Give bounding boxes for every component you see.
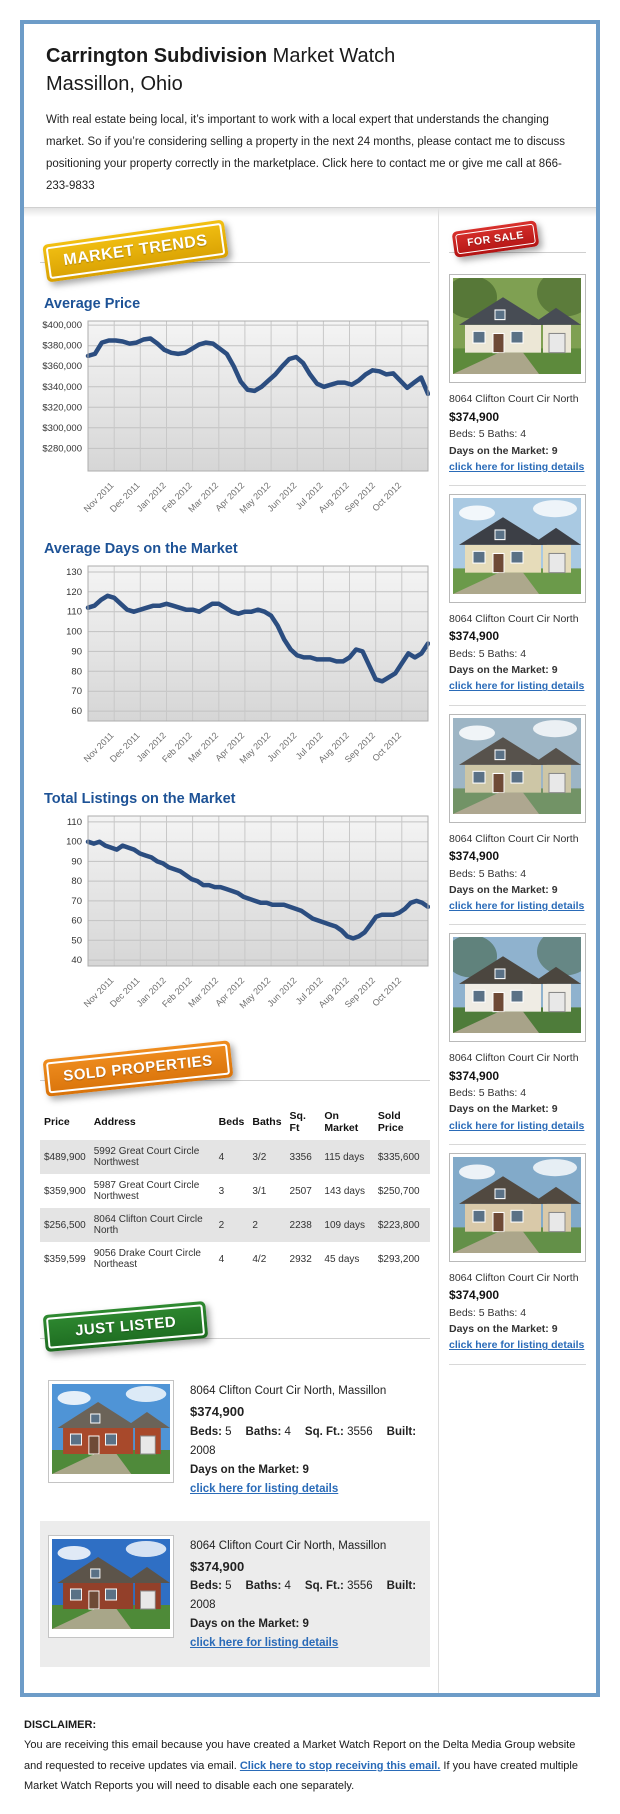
house-illustration [453, 498, 581, 594]
svg-text:Mar 2012: Mar 2012 [186, 480, 221, 515]
table-cell: 9056 Drake Court Circle Northeast [93, 1248, 201, 1271]
days-on-market: Days on the Market: 9 [449, 444, 558, 457]
column-header: Baths [252, 1116, 282, 1129]
sold-properties-section-header [40, 1048, 430, 1100]
table-cell: 5987 Great Court Circle Northwest [93, 1180, 200, 1203]
listing-price: $374,900 [190, 1558, 245, 1574]
header [24, 24, 596, 207]
house-illustration [453, 718, 581, 814]
listing-address: 8064 Clifton Court Cir North [449, 832, 579, 845]
listing-address: 8064 Clifton Court Cir North [449, 1052, 579, 1065]
average-days-chart [40, 541, 430, 777]
table-cell: 5992 Great Court Circle Northwest [93, 1146, 200, 1169]
house-illustration [453, 937, 581, 1033]
average-days-chart-title: Average Days on the Market [44, 541, 238, 558]
table-cell: 109 days [324, 1219, 365, 1231]
svg-text:Feb 2012: Feb 2012 [160, 730, 195, 765]
table-cell: $293,200 [377, 1253, 420, 1265]
svg-text:Jul 2012: Jul 2012 [293, 975, 325, 1007]
listing-info [449, 831, 586, 915]
average-price-chart-title: Average Price [44, 296, 141, 313]
spec-pair: Baths: 4 [245, 1580, 291, 1593]
table-cell: 4 [218, 1253, 225, 1265]
svg-text:Sep 2012: Sep 2012 [342, 975, 378, 1011]
svg-text:May 2012: May 2012 [237, 480, 273, 516]
table-header-row [40, 1104, 430, 1140]
table-cell: 8064 Clifton Court Circle North [93, 1214, 203, 1237]
listing-address: 8064 Clifton Court Cir North, Massillon [190, 1539, 387, 1552]
total-listings-chart-title: Total Listings on the Market [44, 791, 236, 808]
svg-text:$380,000: $380,000 [42, 341, 82, 353]
for-sale-card [449, 1145, 586, 1365]
market-trends-badge [42, 220, 229, 283]
average-days-chart-svg [40, 565, 430, 772]
svg-text:Apr 2012: Apr 2012 [213, 975, 247, 1009]
svg-text:Nov 2011: Nov 2011 [81, 480, 116, 515]
table-row [40, 1174, 430, 1208]
listing-price: $374,900 [449, 629, 500, 644]
svg-text:$280,000: $280,000 [42, 443, 82, 455]
listing-price: $374,900 [449, 1288, 500, 1303]
just-listed-item [40, 1366, 430, 1512]
svg-text:Oct 2012: Oct 2012 [370, 730, 404, 764]
table-row [40, 1208, 430, 1242]
for-sale-card [449, 925, 586, 1145]
column-header: On Market [324, 1110, 359, 1135]
svg-text:Sep 2012: Sep 2012 [342, 480, 378, 516]
report-name: Carrington Subdivision [46, 45, 268, 67]
svg-text:Feb 2012: Feb 2012 [160, 480, 195, 515]
listing-price: $374,900 [449, 848, 500, 863]
total-listings-chart [40, 791, 430, 1022]
svg-text:120: 120 [66, 587, 82, 599]
svg-text:Dec 2011: Dec 2011 [107, 975, 142, 1010]
house-illustration [52, 1384, 170, 1474]
table-cell: 45 days [324, 1253, 360, 1265]
intro-text: With real estate being local, it’s important to work with a local expert that understands the changing market. So if you’re considering selling a property in the next 24 months, please contact me to discuss positioning your property correctly in the marketplace. Click here to contact me or give me call at 866-233-9833 [46, 114, 566, 192]
table-cell: $335,600 [377, 1151, 420, 1163]
table-cell: 3/2 [252, 1151, 267, 1163]
svg-text:70: 70 [71, 686, 82, 698]
property-photo[interactable] [48, 1380, 174, 1483]
listing-price: $374,900 [449, 1068, 500, 1083]
spec-pair: Sq. Ft.: 3556 [304, 1580, 373, 1593]
just-listed-list [40, 1366, 430, 1667]
column-header: Address [93, 1116, 136, 1129]
spec-pair: Built: 2008 [190, 1425, 417, 1457]
table-cell: 2238 [289, 1219, 312, 1231]
listing-info [449, 391, 586, 475]
disclaimer-text: You are receiving this email because you have created a Market Watch Report on the Delta Media Group website and requested to receive updates via email. Click here to stop receiving this email. If you have created multiple Market Watch Reports you will need to disable each one separately. [24, 1739, 578, 1792]
table-cell: 115 days [324, 1151, 365, 1163]
house-illustration [453, 1157, 581, 1253]
table-cell: $250,700 [377, 1185, 420, 1197]
listing-info [449, 611, 586, 695]
svg-text:100: 100 [66, 626, 82, 638]
svg-text:50: 50 [71, 935, 82, 947]
charts-area [40, 296, 430, 1022]
days-on-market: Days on the Market: 9 [449, 1323, 558, 1336]
listing-beds-baths: Beds: 5 Baths: 4 [449, 1306, 527, 1319]
svg-text:Oct 2012: Oct 2012 [370, 975, 404, 1009]
for-sale-list [449, 266, 586, 1364]
just-listed-badge-label: JUST LISTED [46, 1305, 205, 1350]
table-cell: 3356 [289, 1151, 312, 1163]
spec-pair: Baths: 4 [245, 1425, 291, 1438]
house-illustration [52, 1539, 170, 1629]
table-cell: $359,900 [44, 1185, 86, 1197]
svg-text:Dec 2011: Dec 2011 [107, 480, 142, 515]
house-illustration [453, 278, 581, 374]
table-cell: 4 [218, 1151, 225, 1163]
just-listed-section-header [40, 1306, 430, 1358]
svg-text:Jul 2012: Jul 2012 [293, 480, 325, 512]
svg-text:Jun 2012: Jun 2012 [265, 480, 299, 514]
svg-text:$400,000: $400,000 [42, 320, 82, 332]
listing-beds-baths: Beds: 5 Baths: 4 [449, 1087, 527, 1100]
table-cell: 143 days [324, 1185, 365, 1197]
svg-text:Nov 2011: Nov 2011 [81, 975, 116, 1010]
table-cell: 3/1 [252, 1185, 267, 1197]
table-cell: 2507 [289, 1185, 312, 1197]
listing-beds-baths: Beds: 5 Baths: 4 [449, 867, 527, 880]
svg-text:$360,000: $360,000 [42, 361, 82, 373]
property-photo[interactable] [48, 1535, 174, 1638]
table-cell: 4/2 [252, 1253, 267, 1265]
listing-address: 8064 Clifton Court Cir North [449, 1272, 579, 1284]
svg-text:Apr 2012: Apr 2012 [213, 480, 247, 514]
table-cell: 2 [252, 1219, 258, 1231]
left-column [24, 208, 438, 1693]
listing-info [190, 1535, 422, 1653]
report-type: Market Watch [267, 45, 396, 67]
svg-text:Aug 2012: Aug 2012 [316, 730, 351, 766]
just-listed-badge [43, 1301, 209, 1352]
svg-text:Jul 2012: Jul 2012 [293, 730, 325, 762]
market-trends-section-header [40, 230, 430, 282]
days-on-market: Days on the Market: 9 [449, 883, 558, 896]
email-frame [20, 20, 600, 1697]
svg-text:90: 90 [71, 646, 82, 658]
total-listings-chart-svg [40, 815, 430, 1017]
svg-text:$320,000: $320,000 [42, 402, 82, 414]
listing-info [449, 1050, 586, 1134]
svg-text:80: 80 [71, 876, 82, 888]
listing-details-link[interactable]: click here for listing details [190, 1636, 339, 1649]
svg-text:Sep 2012: Sep 2012 [342, 730, 378, 766]
sold-properties-badge [43, 1041, 234, 1097]
svg-text:Jan 2012: Jan 2012 [134, 480, 168, 514]
spec-pair: Beds: 5 [190, 1425, 232, 1438]
listing-details-link[interactable]: click here for listing details [449, 680, 585, 693]
sold-properties-badge-label: SOLD PROPERTIES [46, 1044, 230, 1094]
listing-info [449, 1270, 586, 1354]
column-header: Beds [218, 1116, 245, 1129]
listing-details-link[interactable]: click here for listing details [449, 460, 585, 473]
property-photo[interactable] [449, 1153, 586, 1262]
svg-text:60: 60 [71, 915, 82, 927]
table-cell: 2932 [289, 1253, 312, 1265]
svg-text:Dec 2011: Dec 2011 [107, 730, 142, 765]
listing-address: 8064 Clifton Court Cir North [449, 393, 579, 406]
unsubscribe-link[interactable]: Click here to stop receiving this email. [239, 1759, 441, 1772]
property-photo[interactable] [449, 274, 586, 383]
svg-text:$300,000: $300,000 [42, 423, 82, 435]
page-title [46, 42, 574, 98]
table-cell: $223,800 [377, 1219, 420, 1231]
footer-disclaimer [0, 1711, 620, 1814]
report-location: Massillon, Ohio [46, 73, 183, 95]
column-header: Sq. Ft [289, 1110, 306, 1135]
listing-address: 8064 Clifton Court Cir North, Massillon [190, 1385, 387, 1398]
spec-pair: Sq. Ft.: 3556 [304, 1425, 373, 1438]
svg-text:70: 70 [71, 896, 82, 908]
days-on-market: Days on the Market: 9 [190, 1463, 309, 1476]
svg-text:Feb 2012: Feb 2012 [160, 975, 195, 1010]
spec-pair: Beds: 5 [190, 1580, 232, 1593]
svg-text:90: 90 [71, 856, 82, 868]
listing-price: $374,900 [449, 409, 500, 424]
property-photo[interactable] [449, 933, 586, 1042]
listing-price: $374,900 [190, 1404, 245, 1420]
average-price-chart-svg [40, 320, 430, 522]
listing-details-link[interactable]: click here for listing details [449, 900, 585, 913]
column-header: Price [44, 1116, 70, 1129]
svg-text:Jun 2012: Jun 2012 [265, 975, 299, 1009]
svg-text:100: 100 [66, 837, 82, 849]
listing-beds-baths: Beds: 5 Baths: 4 [449, 647, 527, 660]
listing-address: 8064 Clifton Court Cir North [449, 613, 579, 626]
svg-text:80: 80 [71, 666, 82, 678]
days-on-market: Days on the Market: 9 [449, 1103, 558, 1116]
listing-details-link[interactable]: click here for listing details [449, 1119, 585, 1132]
days-on-market: Days on the Market: 9 [190, 1618, 309, 1630]
listing-specs [190, 1423, 422, 1461]
svg-text:40: 40 [71, 955, 82, 967]
svg-text:May 2012: May 2012 [237, 975, 273, 1011]
listing-beds-baths: Beds: 5 Baths: 4 [449, 428, 527, 441]
svg-text:Jun 2012: Jun 2012 [265, 730, 299, 764]
market-trends-badge-label: MARKET TRENDS [46, 223, 226, 279]
svg-text:Jan 2012: Jan 2012 [134, 730, 168, 764]
days-on-market: Days on the Market: 9 [449, 664, 558, 677]
average-price-chart [40, 296, 430, 527]
table-row [40, 1140, 430, 1174]
disclaimer-heading: DISCLAIMER: [24, 1718, 97, 1731]
table-cell: $359,599 [44, 1253, 86, 1265]
svg-text:Nov 2011: Nov 2011 [81, 730, 116, 765]
svg-text:May 2012: May 2012 [237, 730, 273, 766]
table-cell: $489,900 [44, 1151, 86, 1163]
sold-properties-table [40, 1104, 430, 1276]
svg-text:Apr 2012: Apr 2012 [213, 730, 247, 764]
content-columns [24, 207, 596, 1693]
for-sale-card [449, 266, 586, 486]
just-listed-item [40, 1521, 430, 1667]
table-cell: $256,500 [44, 1219, 86, 1231]
column-header: Sold Price [377, 1110, 404, 1135]
property-photo[interactable] [449, 494, 586, 603]
svg-text:Oct 2012: Oct 2012 [370, 480, 404, 514]
svg-text:130: 130 [66, 567, 82, 579]
listing-details-link[interactable]: click here for listing details [190, 1482, 339, 1495]
svg-text:Mar 2012: Mar 2012 [186, 975, 221, 1010]
svg-text:Jan 2012: Jan 2012 [134, 975, 168, 1009]
right-column [438, 208, 596, 1693]
table-row [40, 1242, 430, 1276]
svg-text:Aug 2012: Aug 2012 [316, 480, 351, 516]
listing-info [190, 1380, 422, 1498]
property-photo[interactable] [449, 714, 586, 823]
table-cell: 3 [218, 1185, 225, 1197]
svg-text:110: 110 [66, 817, 82, 829]
svg-text:Aug 2012: Aug 2012 [316, 975, 351, 1011]
for-sale-card [449, 486, 586, 706]
for-sale-section-header [449, 222, 586, 266]
for-sale-card [449, 706, 586, 926]
svg-text:Mar 2012: Mar 2012 [186, 730, 221, 765]
for-sale-badge-label: FOR SALE [455, 224, 536, 255]
spec-pair: Built: 2008 [190, 1580, 417, 1612]
table-cell: 2 [218, 1219, 225, 1231]
listing-details-link[interactable]: click here for listing details [449, 1339, 585, 1352]
svg-text:$340,000: $340,000 [42, 382, 82, 394]
svg-text:60: 60 [71, 706, 82, 718]
svg-text:110: 110 [66, 607, 82, 619]
